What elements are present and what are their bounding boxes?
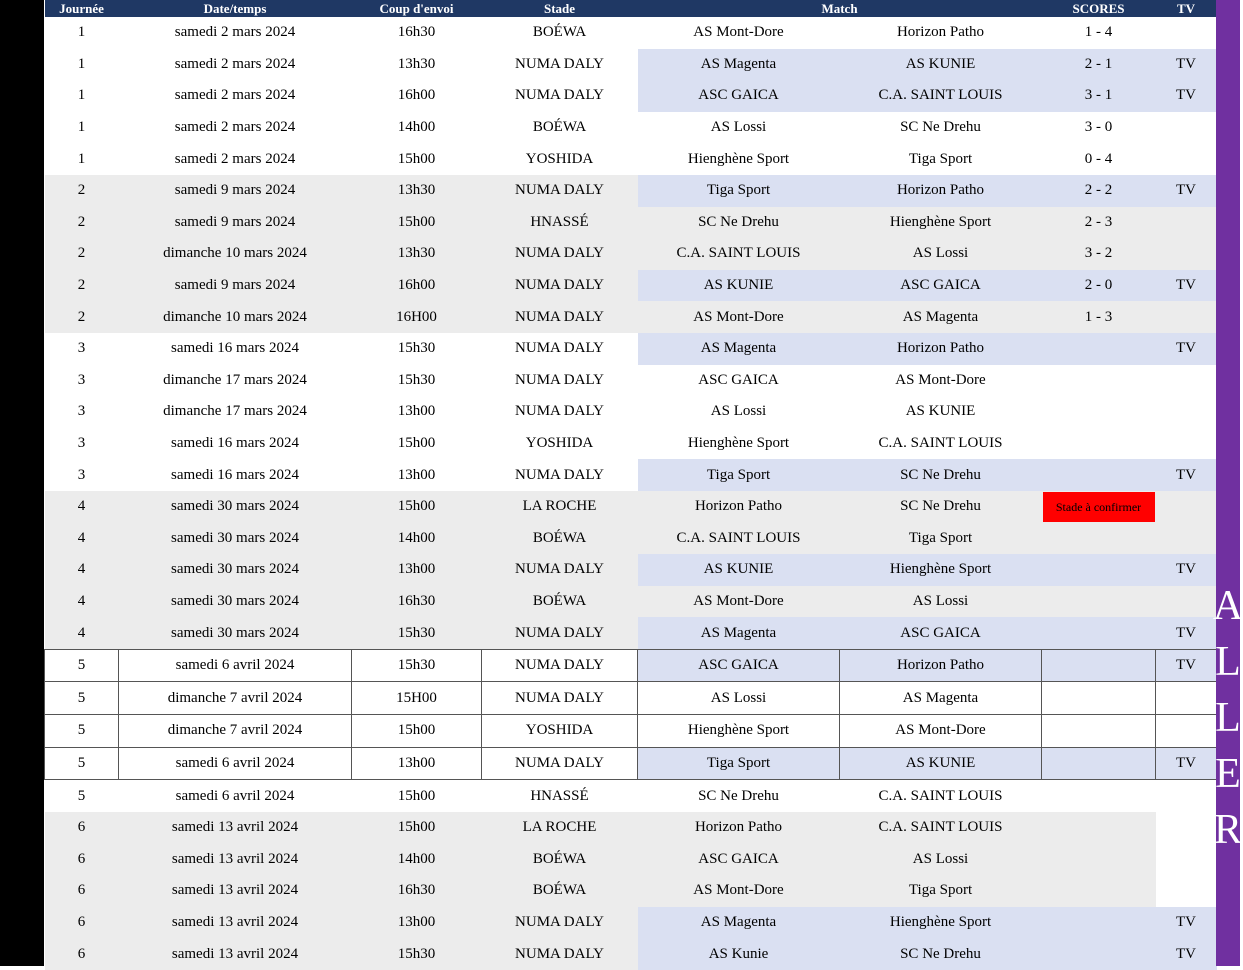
home-team-cell: AS Mont-Dore bbox=[638, 301, 840, 333]
away-team-cell: AS Magenta bbox=[840, 682, 1042, 715]
score-cell bbox=[1042, 428, 1156, 460]
time-cell: 13h00 bbox=[352, 459, 482, 491]
journee-cell: 4 bbox=[45, 617, 119, 649]
aller-label bbox=[1212, 578, 1243, 858]
left-black-bar bbox=[0, 0, 44, 966]
stade-cell: BOÉWA bbox=[482, 875, 638, 907]
tv-cell: TV bbox=[1156, 333, 1217, 365]
time-cell: 15h00 bbox=[352, 780, 482, 812]
journee-cell: 6 bbox=[45, 843, 119, 875]
table-row bbox=[45, 112, 1217, 144]
home-team-cell: AS Lossi bbox=[638, 396, 840, 428]
journee-cell: 2 bbox=[45, 238, 119, 270]
stade-cell: NUMA DALY bbox=[482, 49, 638, 81]
stade-a-confirmer-badge: Stade à confirmer bbox=[1043, 492, 1155, 522]
header-row bbox=[45, 0, 1217, 17]
home-team-cell: AS Mont-Dore bbox=[638, 586, 840, 618]
date-cell: samedi 30 mars 2024 bbox=[119, 491, 352, 523]
time-cell: 15h30 bbox=[352, 617, 482, 649]
table-row bbox=[45, 907, 1217, 939]
home-team-cell: Tiga Sport bbox=[638, 747, 840, 780]
journee-cell: 2 bbox=[45, 207, 119, 239]
tv-cell bbox=[1156, 586, 1217, 618]
tv-cell bbox=[1156, 682, 1217, 715]
aller-letter: E bbox=[1215, 751, 1241, 797]
table-row bbox=[45, 365, 1217, 397]
score-cell: 2 - 3 bbox=[1042, 207, 1156, 239]
home-team-cell: AS Magenta bbox=[638, 907, 840, 939]
away-team-cell: Hienghène Sport bbox=[840, 907, 1042, 939]
away-team-cell: C.A. SAINT LOUIS bbox=[840, 428, 1042, 460]
home-team-cell: AS Mont-Dore bbox=[638, 17, 840, 49]
home-team-cell: AS Kunie bbox=[638, 938, 840, 970]
header-stade: Stade bbox=[482, 0, 638, 17]
score-cell: 2 - 2 bbox=[1042, 175, 1156, 207]
time-cell: 13h30 bbox=[352, 49, 482, 81]
table-row bbox=[45, 491, 1217, 523]
score-cell bbox=[1042, 938, 1156, 970]
score-cell bbox=[1042, 617, 1156, 649]
away-team-cell: AS Mont-Dore bbox=[840, 715, 1042, 748]
home-team-cell: Tiga Sport bbox=[638, 175, 840, 207]
table-row bbox=[45, 396, 1217, 428]
score-cell bbox=[1042, 365, 1156, 397]
stade-cell: NUMA DALY bbox=[482, 649, 638, 682]
schedule-table bbox=[44, 0, 1217, 970]
score-cell bbox=[1042, 554, 1156, 586]
tv-cell bbox=[1156, 207, 1217, 239]
time-cell: 13h30 bbox=[352, 238, 482, 270]
away-team-cell: Hienghène Sport bbox=[840, 207, 1042, 239]
time-cell: 15h00 bbox=[352, 491, 482, 523]
time-cell: 15h00 bbox=[352, 143, 482, 175]
time-cell: 15h30 bbox=[352, 938, 482, 970]
stade-cell: NUMA DALY bbox=[482, 554, 638, 586]
schedule-body bbox=[45, 17, 1217, 970]
date-cell: samedi 16 mars 2024 bbox=[119, 333, 352, 365]
stade-cell: LA ROCHE bbox=[482, 491, 638, 523]
tv-cell: TV bbox=[1156, 80, 1217, 112]
home-team-cell: AS KUNIE bbox=[638, 270, 840, 302]
score-cell: 2 - 1 bbox=[1042, 49, 1156, 81]
tv-cell: TV bbox=[1156, 175, 1217, 207]
tv-cell: TV bbox=[1156, 459, 1217, 491]
date-cell: samedi 9 mars 2024 bbox=[119, 207, 352, 239]
tv-cell bbox=[1156, 17, 1217, 49]
table-row bbox=[45, 780, 1217, 812]
time-cell: 15h30 bbox=[352, 365, 482, 397]
date-cell: samedi 16 mars 2024 bbox=[119, 428, 352, 460]
home-team-cell: AS Lossi bbox=[638, 682, 840, 715]
tv-cell bbox=[1156, 301, 1217, 333]
header-match: Match bbox=[638, 0, 1042, 17]
tv-cell bbox=[1156, 238, 1217, 270]
date-cell: samedi 2 mars 2024 bbox=[119, 49, 352, 81]
away-team-cell: SC Ne Drehu bbox=[840, 491, 1042, 523]
home-team-cell: Horizon Patho bbox=[638, 812, 840, 844]
home-team-cell: ASC GAICA bbox=[638, 365, 840, 397]
away-team-cell: C.A. SAINT LOUIS bbox=[840, 80, 1042, 112]
tv-cell bbox=[1156, 523, 1217, 555]
home-team-cell: AS KUNIE bbox=[638, 554, 840, 586]
away-team-cell: ASC GAICA bbox=[840, 270, 1042, 302]
score-cell bbox=[1042, 586, 1156, 618]
date-cell: samedi 30 mars 2024 bbox=[119, 523, 352, 555]
table-row bbox=[45, 80, 1217, 112]
away-team-cell: C.A. SAINT LOUIS bbox=[840, 812, 1042, 844]
journee-cell: 5 bbox=[45, 715, 119, 748]
tv-cell bbox=[1156, 875, 1217, 907]
home-team-cell: Horizon Patho bbox=[638, 491, 840, 523]
home-team-cell: AS Lossi bbox=[638, 112, 840, 144]
date-cell: samedi 13 avril 2024 bbox=[119, 875, 352, 907]
away-team-cell: C.A. SAINT LOUIS bbox=[840, 780, 1042, 812]
score-cell: 3 - 1 bbox=[1042, 80, 1156, 112]
stade-cell: HNASSÉ bbox=[482, 780, 638, 812]
journee-cell: 3 bbox=[45, 365, 119, 397]
home-team-cell: ASC GAICA bbox=[638, 80, 840, 112]
time-cell: 14h00 bbox=[352, 112, 482, 144]
score-cell bbox=[1042, 459, 1156, 491]
score-cell bbox=[1042, 907, 1156, 939]
away-team-cell: Hienghène Sport bbox=[840, 554, 1042, 586]
time-cell: 13h00 bbox=[352, 747, 482, 780]
journee-cell: 2 bbox=[45, 270, 119, 302]
stade-cell: NUMA DALY bbox=[482, 459, 638, 491]
time-cell: 13h00 bbox=[352, 907, 482, 939]
home-team-cell: Hienghène Sport bbox=[638, 428, 840, 460]
away-team-cell: AS Lossi bbox=[840, 843, 1042, 875]
home-team-cell: Hienghène Sport bbox=[638, 715, 840, 748]
journee-cell: 5 bbox=[45, 682, 119, 715]
away-team-cell: AS Lossi bbox=[840, 586, 1042, 618]
away-team-cell: AS Mont-Dore bbox=[840, 365, 1042, 397]
journee-cell: 4 bbox=[45, 491, 119, 523]
score-cell bbox=[1042, 396, 1156, 428]
date-cell: samedi 2 mars 2024 bbox=[119, 112, 352, 144]
journee-cell: 1 bbox=[45, 112, 119, 144]
away-team-cell: Horizon Patho bbox=[840, 649, 1042, 682]
time-cell: 15h30 bbox=[352, 649, 482, 682]
date-cell: samedi 2 mars 2024 bbox=[119, 143, 352, 175]
table-row bbox=[45, 17, 1217, 49]
stade-cell: YOSHIDA bbox=[482, 143, 638, 175]
journee-cell: 1 bbox=[45, 49, 119, 81]
away-team-cell: AS Lossi bbox=[840, 238, 1042, 270]
table-row bbox=[45, 270, 1217, 302]
tv-cell: TV bbox=[1156, 554, 1217, 586]
tv-cell: TV bbox=[1156, 617, 1217, 649]
home-team-cell: SC Ne Drehu bbox=[638, 780, 840, 812]
score-cell bbox=[1042, 812, 1156, 844]
score-cell: 3 - 2 bbox=[1042, 238, 1156, 270]
table-row bbox=[45, 617, 1217, 649]
home-team-cell: ASC GAICA bbox=[638, 649, 840, 682]
time-cell: 15h00 bbox=[352, 812, 482, 844]
date-cell: dimanche 7 avril 2024 bbox=[119, 715, 352, 748]
score-cell bbox=[1042, 491, 1156, 523]
journee-cell: 6 bbox=[45, 812, 119, 844]
time-cell: 16H00 bbox=[352, 301, 482, 333]
home-team-cell: C.A. SAINT LOUIS bbox=[638, 238, 840, 270]
aller-letter: L bbox=[1215, 639, 1241, 685]
stade-cell: BOÉWA bbox=[482, 112, 638, 144]
score-cell bbox=[1042, 747, 1156, 780]
time-cell: 14h00 bbox=[352, 843, 482, 875]
journee-cell: 4 bbox=[45, 586, 119, 618]
stade-cell: NUMA DALY bbox=[482, 333, 638, 365]
header-scores: SCORES bbox=[1042, 0, 1156, 17]
away-team-cell: Horizon Patho bbox=[840, 17, 1042, 49]
date-cell: samedi 6 avril 2024 bbox=[119, 649, 352, 682]
score-cell bbox=[1042, 682, 1156, 715]
score-cell: 2 - 0 bbox=[1042, 270, 1156, 302]
table-row bbox=[45, 175, 1217, 207]
journee-cell: 2 bbox=[45, 301, 119, 333]
score-cell: 1 - 4 bbox=[1042, 17, 1156, 49]
tv-cell bbox=[1156, 143, 1217, 175]
journee-cell: 5 bbox=[45, 649, 119, 682]
aller-letter: R bbox=[1214, 807, 1243, 853]
away-team-cell: AS KUNIE bbox=[840, 747, 1042, 780]
away-team-cell: ASC GAICA bbox=[840, 617, 1042, 649]
table-row bbox=[45, 875, 1217, 907]
stade-cell: NUMA DALY bbox=[482, 938, 638, 970]
time-cell: 13h30 bbox=[352, 175, 482, 207]
date-cell: dimanche 10 mars 2024 bbox=[119, 238, 352, 270]
journee-cell: 6 bbox=[45, 907, 119, 939]
journee-cell: 3 bbox=[45, 396, 119, 428]
tv-cell bbox=[1156, 843, 1217, 875]
date-cell: samedi 6 avril 2024 bbox=[119, 780, 352, 812]
time-cell: 16h30 bbox=[352, 875, 482, 907]
stade-cell: YOSHIDA bbox=[482, 428, 638, 460]
aller-letter: L bbox=[1215, 695, 1241, 741]
journee-cell: 6 bbox=[45, 938, 119, 970]
date-cell: dimanche 7 avril 2024 bbox=[119, 682, 352, 715]
date-cell: samedi 13 avril 2024 bbox=[119, 812, 352, 844]
time-cell: 15h00 bbox=[352, 207, 482, 239]
time-cell: 16h30 bbox=[352, 17, 482, 49]
score-cell bbox=[1042, 843, 1156, 875]
stade-cell: NUMA DALY bbox=[482, 907, 638, 939]
stade-cell: NUMA DALY bbox=[482, 238, 638, 270]
score-cell: 1 - 3 bbox=[1042, 301, 1156, 333]
table-row bbox=[45, 49, 1217, 81]
time-cell: 14h00 bbox=[352, 523, 482, 555]
date-cell: samedi 9 mars 2024 bbox=[119, 175, 352, 207]
journee-cell: 4 bbox=[45, 523, 119, 555]
table-row bbox=[45, 747, 1217, 780]
aller-letter: A bbox=[1212, 583, 1243, 629]
home-team-cell: AS Mont-Dore bbox=[638, 875, 840, 907]
journee-cell: 5 bbox=[45, 747, 119, 780]
table-row bbox=[45, 333, 1217, 365]
table-row bbox=[45, 207, 1217, 239]
tv-cell bbox=[1156, 428, 1217, 460]
tv-cell: TV bbox=[1156, 907, 1217, 939]
time-cell: 15h30 bbox=[352, 333, 482, 365]
stade-cell: NUMA DALY bbox=[482, 301, 638, 333]
score-cell: 0 - 4 bbox=[1042, 143, 1156, 175]
stade-cell: NUMA DALY bbox=[482, 617, 638, 649]
header-journee: Journée bbox=[45, 0, 119, 17]
away-team-cell: SC Ne Drehu bbox=[840, 459, 1042, 491]
away-team-cell: SC Ne Drehu bbox=[840, 938, 1042, 970]
tv-cell: TV bbox=[1156, 938, 1217, 970]
date-cell: dimanche 17 mars 2024 bbox=[119, 365, 352, 397]
tv-cell bbox=[1156, 491, 1217, 523]
home-team-cell: AS Magenta bbox=[638, 333, 840, 365]
table-row bbox=[45, 682, 1217, 715]
score-cell bbox=[1042, 715, 1156, 748]
journee-cell: 3 bbox=[45, 459, 119, 491]
stade-cell: BOÉWA bbox=[482, 586, 638, 618]
table-row bbox=[45, 428, 1217, 460]
date-cell: samedi 6 avril 2024 bbox=[119, 747, 352, 780]
table-row bbox=[45, 812, 1217, 844]
date-cell: samedi 16 mars 2024 bbox=[119, 459, 352, 491]
score-cell bbox=[1042, 649, 1156, 682]
date-cell: samedi 9 mars 2024 bbox=[119, 270, 352, 302]
journee-cell: 4 bbox=[45, 554, 119, 586]
time-cell: 15H00 bbox=[352, 682, 482, 715]
away-team-cell: Horizon Patho bbox=[840, 175, 1042, 207]
header-tv: TV bbox=[1156, 0, 1217, 17]
date-cell: samedi 30 mars 2024 bbox=[119, 554, 352, 586]
time-cell: 16h30 bbox=[352, 586, 482, 618]
journee-cell: 3 bbox=[45, 428, 119, 460]
table-row bbox=[45, 554, 1217, 586]
stade-cell: BOÉWA bbox=[482, 843, 638, 875]
away-team-cell: AS KUNIE bbox=[840, 396, 1042, 428]
table-row bbox=[45, 301, 1217, 333]
stade-cell: NUMA DALY bbox=[482, 365, 638, 397]
journee-cell: 1 bbox=[45, 17, 119, 49]
tv-cell bbox=[1156, 112, 1217, 144]
score-cell bbox=[1042, 333, 1156, 365]
date-cell: samedi 13 avril 2024 bbox=[119, 938, 352, 970]
away-team-cell: SC Ne Drehu bbox=[840, 112, 1042, 144]
table-row bbox=[45, 523, 1217, 555]
tv-cell bbox=[1156, 780, 1217, 812]
home-team-cell: AS Magenta bbox=[638, 49, 840, 81]
time-cell: 13h00 bbox=[352, 396, 482, 428]
header-date: Date/temps bbox=[119, 0, 352, 17]
date-cell: samedi 13 avril 2024 bbox=[119, 843, 352, 875]
table-row bbox=[45, 715, 1217, 748]
date-cell: dimanche 17 mars 2024 bbox=[119, 396, 352, 428]
journee-cell: 3 bbox=[45, 333, 119, 365]
date-cell: samedi 2 mars 2024 bbox=[119, 17, 352, 49]
stade-cell: YOSHIDA bbox=[482, 715, 638, 748]
away-team-cell: AS KUNIE bbox=[840, 49, 1042, 81]
score-cell bbox=[1042, 523, 1156, 555]
tv-cell: TV bbox=[1156, 649, 1217, 682]
stade-cell: LA ROCHE bbox=[482, 812, 638, 844]
home-team-cell: C.A. SAINT LOUIS bbox=[638, 523, 840, 555]
tv-cell bbox=[1156, 396, 1217, 428]
date-cell: samedi 13 avril 2024 bbox=[119, 907, 352, 939]
header-coup: Coup d'envoi bbox=[352, 0, 482, 17]
table-row bbox=[45, 843, 1217, 875]
stade-cell: NUMA DALY bbox=[482, 175, 638, 207]
stade-cell: BOÉWA bbox=[482, 17, 638, 49]
stade-cell: NUMA DALY bbox=[482, 747, 638, 780]
away-team-cell: Tiga Sport bbox=[840, 143, 1042, 175]
score-cell bbox=[1042, 875, 1156, 907]
table-row bbox=[45, 143, 1217, 175]
home-team-cell: AS Magenta bbox=[638, 617, 840, 649]
away-team-cell: Horizon Patho bbox=[840, 333, 1042, 365]
stade-cell: NUMA DALY bbox=[482, 682, 638, 715]
journee-cell: 5 bbox=[45, 780, 119, 812]
date-cell: samedi 30 mars 2024 bbox=[119, 586, 352, 618]
time-cell: 16h00 bbox=[352, 80, 482, 112]
time-cell: 16h00 bbox=[352, 270, 482, 302]
tv-cell bbox=[1156, 715, 1217, 748]
time-cell: 13h00 bbox=[352, 554, 482, 586]
home-team-cell: Hienghène Sport bbox=[638, 143, 840, 175]
away-team-cell: Tiga Sport bbox=[840, 523, 1042, 555]
table-row bbox=[45, 459, 1217, 491]
tv-cell: TV bbox=[1156, 270, 1217, 302]
stade-cell: NUMA DALY bbox=[482, 80, 638, 112]
tv-cell: TV bbox=[1156, 49, 1217, 81]
tv-cell: TV bbox=[1156, 747, 1217, 780]
table-row bbox=[45, 586, 1217, 618]
home-team-cell: SC Ne Drehu bbox=[638, 207, 840, 239]
journee-cell: 6 bbox=[45, 875, 119, 907]
score-cell: 3 - 0 bbox=[1042, 112, 1156, 144]
stade-cell: HNASSÉ bbox=[482, 207, 638, 239]
table-row bbox=[45, 238, 1217, 270]
away-team-cell: AS Magenta bbox=[840, 301, 1042, 333]
time-cell: 15h00 bbox=[352, 715, 482, 748]
home-team-cell: ASC GAICA bbox=[638, 843, 840, 875]
date-cell: samedi 2 mars 2024 bbox=[119, 80, 352, 112]
tv-cell bbox=[1156, 812, 1217, 844]
score-cell bbox=[1042, 780, 1156, 812]
journee-cell: 1 bbox=[45, 80, 119, 112]
table-row bbox=[45, 938, 1217, 970]
tv-cell bbox=[1156, 365, 1217, 397]
journee-cell: 2 bbox=[45, 175, 119, 207]
away-team-cell: Tiga Sport bbox=[840, 875, 1042, 907]
time-cell: 15h00 bbox=[352, 428, 482, 460]
journee-cell: 1 bbox=[45, 143, 119, 175]
date-cell: dimanche 10 mars 2024 bbox=[119, 301, 352, 333]
stade-cell: NUMA DALY bbox=[482, 270, 638, 302]
stade-cell: NUMA DALY bbox=[482, 396, 638, 428]
date-cell: samedi 30 mars 2024 bbox=[119, 617, 352, 649]
stade-cell: BOÉWA bbox=[482, 523, 638, 555]
table-row bbox=[45, 649, 1217, 682]
home-team-cell: Tiga Sport bbox=[638, 459, 840, 491]
